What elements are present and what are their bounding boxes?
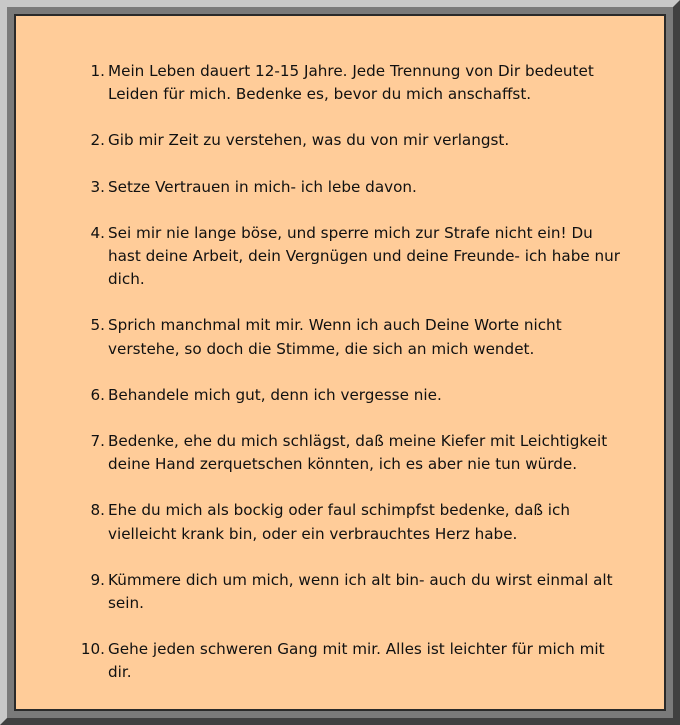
item-number: 10. [80,640,105,659]
list-item [16,384,668,407]
item-text: Sprich manchmal mit mir. Wenn ich auch Deine Worte nicht verstehe, so doch die Stimme, die sich an mich wendet. [108,316,562,358]
item-text: Setze Vertrauen in mich- ich lebe davon. [108,177,417,196]
item-number: 8. [90,501,105,520]
item-text: Kümmere dich um mich, wenn ich alt bin- auch du wirst einmal alt sein. [108,570,613,613]
item-text: Gib mir Zeit zu verstehen, was du von mir verlangst. [108,131,510,150]
rules-list [16,60,668,708]
item-number: 5. [90,316,105,335]
item-text: Behandele mich gut, denn ich vergesse nie. [108,385,442,404]
item-text: Bedenke, ehe du mich schlägst, daß meine Kiefer mit Leichtigkeit deine Hand zerquetschen könnten, ich es aber nie tun würde. [108,432,608,474]
item-number: 2. [90,131,105,150]
item-number: 7. [90,432,105,451]
content-panel [14,14,666,711]
item-number: 4. [90,223,105,242]
item-text: Mein Leben dauert 12-15 Jahre. Jede Trennung von Dir bedeutet Leiden für mich. Bedenke es, bevor du mich anschaffst. [108,62,594,104]
list-item [16,60,668,106]
list-item [16,569,668,615]
list-item [16,499,668,545]
list-item [16,430,668,476]
list-item [16,314,668,360]
list-item [16,222,668,292]
list-item [16,176,668,199]
item-text: Ehe du mich als bockig oder faul schimpfst bedenke, daß ich vielleicht krank bin, oder ein verbrauchtes Herz habe. [108,501,570,543]
item-number: 1. [90,62,105,80]
list-item [16,638,668,684]
list-item [16,129,668,152]
item-number: 6. [90,385,105,404]
item-text: Gehe jeden schweren Gang mit mir. Alles ist leichter für mich mit dir. [108,640,605,682]
item-text: Sei mir nie lange böse, und sperre mich zur Strafe nicht ein! Du hast deine Arbeit, dein Vergnügen und deine Freunde- ich habe nur dich. [108,223,621,289]
item-number: 9. [90,570,105,589]
item-number: 3. [90,177,105,196]
